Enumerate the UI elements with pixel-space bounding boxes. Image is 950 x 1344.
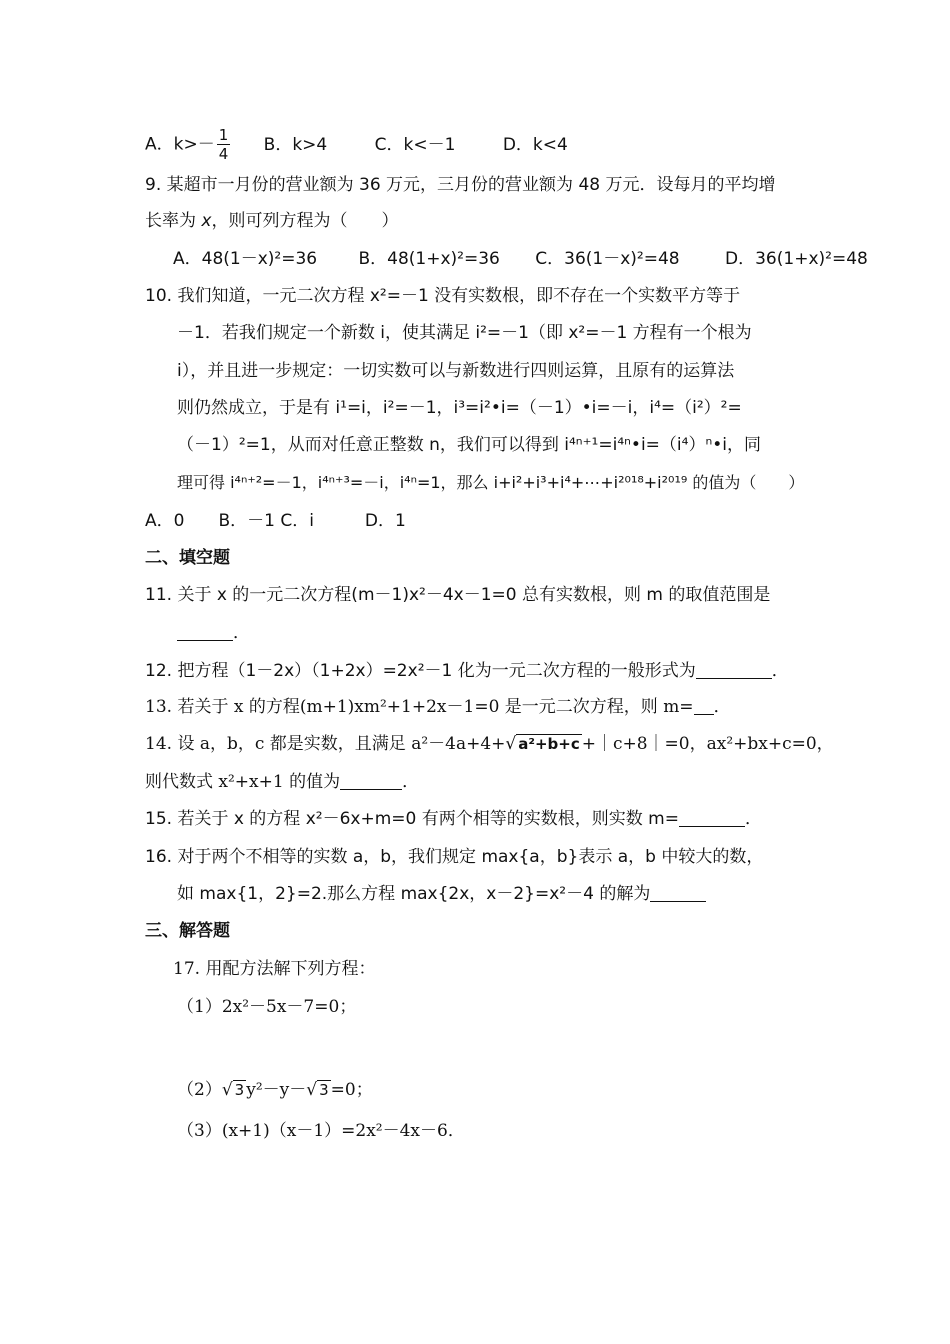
q16-line-1: 16. 对于两个不相等的实数 a，b，我们规定 max{a，b}表示 a，b 中较大的数， xyxy=(145,847,764,867)
q12 xyxy=(145,660,789,682)
q8-option-d: D．k<4 xyxy=(502,134,568,155)
q12-end: ． xyxy=(771,661,789,681)
q15 xyxy=(145,808,762,830)
q14-line-2-text: 则代数式 x²+x+1 的值为 xyxy=(145,772,341,792)
q8-option-c: C．k<－1 xyxy=(374,134,456,155)
q17-sqrt-1: √ 3 xyxy=(221,1080,245,1100)
q13 xyxy=(145,696,731,718)
q9-line-2-post: ，则可列方程为（ ） xyxy=(211,211,399,231)
q17-part-2 xyxy=(177,1079,373,1101)
q9-line-2 xyxy=(145,210,398,232)
q9-option-a: A．48(1－x)²=36 xyxy=(173,249,318,269)
q17-part-2-label: （2） xyxy=(177,1080,222,1100)
q13-answer-blank[interactable] xyxy=(694,696,714,715)
q8-option-b: B．k>4 xyxy=(263,134,328,155)
q8-option-a-label: A．k>－ xyxy=(145,134,215,155)
q9-option-b: B．48(1+x)²=36 xyxy=(358,249,500,269)
q17-part-2-middle: y²－y－ xyxy=(246,1080,307,1100)
q10-line-5: （－1）²=1，从而对任意正整数 n，我们可以得到 i⁴ⁿ⁺¹=i⁴ⁿ•i=（i⁴）ⁿ•i，同 xyxy=(177,435,761,455)
q10-line-1: 10. 我们知道，一元二次方程 x²=－1 没有实数根，即不存在一个实数平方等于 xyxy=(145,286,741,306)
q11-line-1: 11. 关于 x 的一元二次方程(m－1)x²－4x－1=0 总有实数根，则 m 的取值范围是 xyxy=(145,585,771,605)
q9-variable: x xyxy=(201,211,212,231)
q17-part-1: （1）2x²－5x－7=0； xyxy=(177,997,357,1017)
q14-square-root: √ a²+b+c xyxy=(505,734,580,754)
q14-pre: 14. 设 a，b，c 都是实数，且满足 a²－4a+4+ xyxy=(145,734,506,754)
q12-text: 12. 把方程（1－2x）（1+2x）=2x²－1 化为一元二次方程的一般形式为 xyxy=(145,661,696,681)
q9-line-2-pre: 长率为 xyxy=(145,211,202,231)
q14-line-2 xyxy=(145,771,419,793)
q12-answer-blank[interactable] xyxy=(696,660,772,679)
q8-option-a-fraction xyxy=(217,126,231,163)
q15-text: 15. 若关于 x 的方程 x²－6x+m=0 有两个相等的实数根，则实数 m= xyxy=(145,809,679,829)
q10-options: A．0 B．－1 C．i D．1 xyxy=(145,511,406,531)
q10-line-4: 则仍然成立，于是有 i¹=i，i²=－1，i³=i²•i=（－1）•i=－i，i⁴=（i²）²= xyxy=(177,398,742,418)
section-fill-in-heading: 二、填空题 xyxy=(145,548,230,568)
q15-end: ． xyxy=(744,809,762,829)
q8-fraction-denominator: 4 xyxy=(218,145,229,163)
q17-sqrt-1-radicand: 3 xyxy=(234,1081,245,1099)
q11-answer-blank[interactable] xyxy=(177,622,233,641)
q11-end: ． xyxy=(233,623,250,643)
q17-sqrt-2-radicand: 3 xyxy=(319,1081,329,1099)
q17-part-2-end: =0； xyxy=(330,1080,373,1100)
q17-sqrt-2: √ 3 xyxy=(306,1080,329,1100)
q14-line-1 xyxy=(145,733,834,755)
section-solve-heading: 三、解答题 xyxy=(145,921,230,941)
q9-option-d: D．36(1+x)²=48 xyxy=(725,249,868,269)
q17-part-3: （3）(x+1)（x－1）=2x²－4x－6． xyxy=(177,1121,465,1141)
q14-post: +｜c+8｜=0，ax²+bx+c=0， xyxy=(581,734,834,754)
q8-option-a xyxy=(145,126,232,163)
q13-end: ． xyxy=(713,697,731,717)
q17-title: 17. 用配方法解下列方程： xyxy=(173,959,376,979)
q16-line-2-text: 如 max{1，2}=2.那么方程 max{2x，x－2}=x²－4 的解为 xyxy=(177,884,651,904)
q14-end: ． xyxy=(402,772,420,792)
q14-radicand: a²+b+c xyxy=(518,735,580,753)
q16-line-2 xyxy=(177,883,706,905)
q8-options xyxy=(145,126,568,166)
q11-line-2 xyxy=(177,622,250,644)
q9-line-1: 9. 某超市一月份的营业额为 36 万元，三月份的营业额为 48 万元．设每月的平均增 xyxy=(145,175,776,195)
q16-answer-blank[interactable] xyxy=(650,883,706,902)
q9-options xyxy=(173,248,868,270)
q8-fraction-numerator: 1 xyxy=(218,126,229,144)
q10-line-3: i），并且进一步规定：一切实数可以与新数进行四则运算，且原有的运算法 xyxy=(177,361,735,381)
q10-line-6: 理可得 i⁴ⁿ⁺²=－1，i⁴ⁿ⁺³=－i，i⁴ⁿ=1，那么 i+i²+i³+i⁴+⋯+i²⁰¹⁸+i²⁰¹⁹ 的值为（ ） xyxy=(177,473,805,492)
q10-line-2: －1．若我们规定一个新数 i，使其满足 i²=－1（即 x²=－1 方程有一个根为 xyxy=(177,323,752,343)
q9-option-c: C．36(1－x)²=48 xyxy=(535,249,680,269)
q15-answer-blank[interactable] xyxy=(679,808,745,827)
q13-text: 13. 若关于 x 的方程(m+1)xm²+1+2x－1=0 是一元二次方程，则 m= xyxy=(145,697,694,717)
q14-answer-blank[interactable] xyxy=(340,771,402,790)
